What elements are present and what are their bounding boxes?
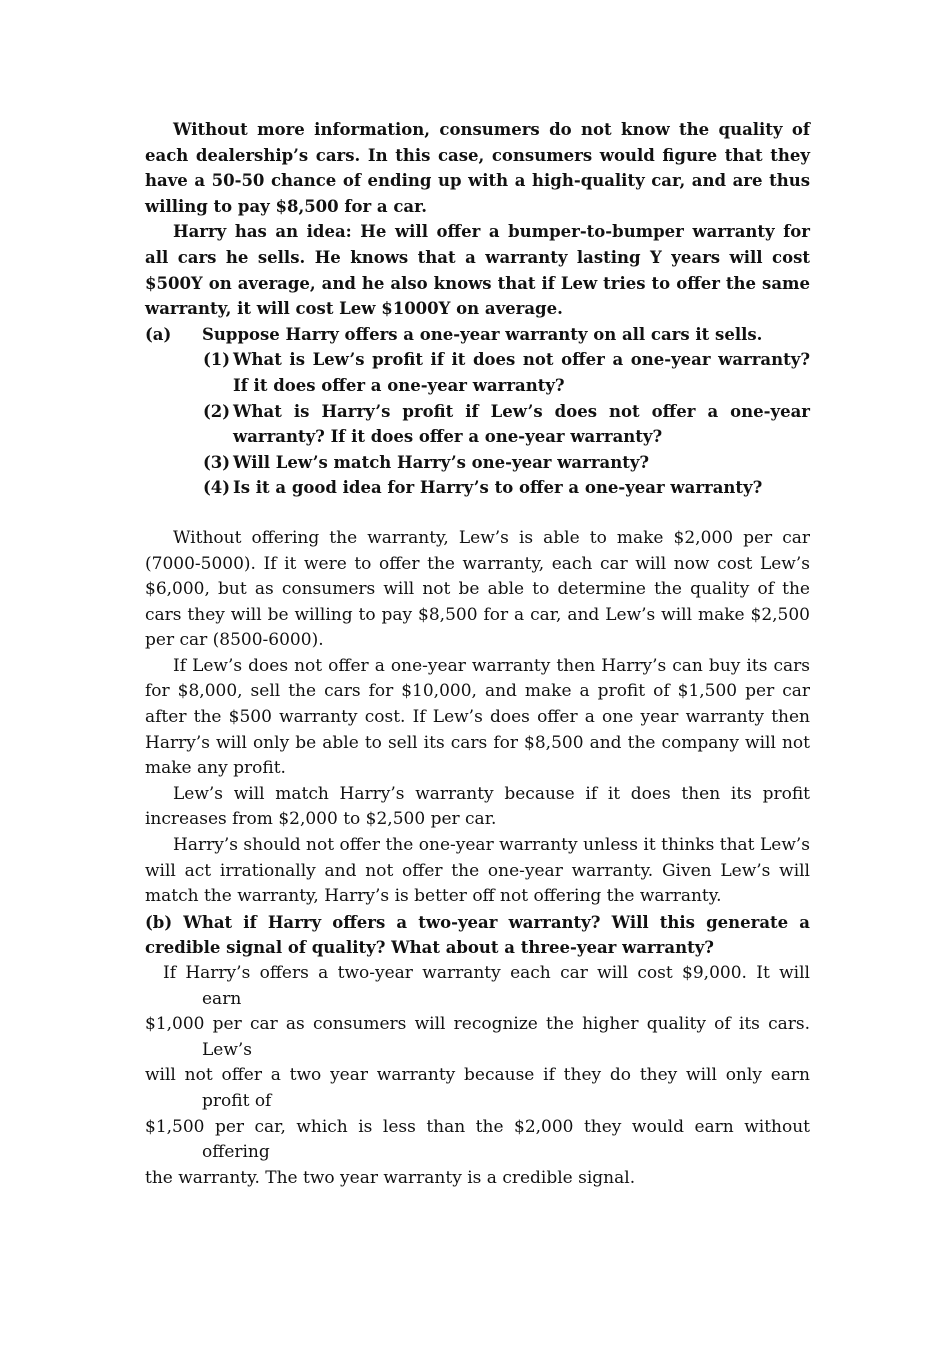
- sub-number: (4): [203, 478, 231, 498]
- answer-b-wrap-3: profit of: [202, 1090, 272, 1111]
- question-a-header: [145, 322, 810, 348]
- sub-text: What is Lew’s profit if it does not offer a one-year warranty? If it does offer a one-year warranty?: [233, 350, 810, 395]
- answer-b-last-line: the warranty. The two year warranty is a credible signal.: [145, 1167, 636, 1188]
- sub-text: Is it a good idea for Harry’s to offer a one-year warranty?: [233, 478, 763, 498]
- question-a-sub-4: [203, 475, 810, 501]
- answer-a-paragraph-2: If Lew’s does not offer a one-year warranty then Harry’s can buy its cars for $8,000, sell the cars for $10,000, and make a profit of $1,500 per car after the $500 warranty cost. If Lew’s does offer a one year warranty then Harry’s will only be able to sell its cars for $8,500 and the company will not make any profit.: [145, 655, 810, 779]
- section-spacer: [145, 501, 810, 526]
- question-a: [145, 322, 810, 501]
- answer-b-wrap-2: Lew’s: [202, 1039, 253, 1060]
- answer-a-paragraph-3: Lew’s will match Harry’s warranty because if it does then its profit increases from $2,000 to $2,500 per car.: [145, 783, 810, 830]
- answer-b-wrap-1: earn: [202, 988, 242, 1009]
- answer-a-paragraph-4: Harry’s should not offer the one-year warranty unless it thinks that Lew’s will act irrationally and not offer the one-year warranty. Given Lew’s will match the warranty, Harry’s is better off not offering the warranty.: [145, 835, 810, 907]
- question-a-sub-1: [203, 347, 810, 398]
- question-a-text: Suppose Harry offers a one-year warranty on all cars it sells.: [202, 324, 763, 344]
- answer-b-line-1: If Harry’s offers a two-year warranty each car will cost $9,000. It will: [163, 963, 810, 983]
- question-a-sub-2: [203, 399, 810, 450]
- answer-b-wrap-4: offering: [202, 1142, 270, 1163]
- answer-a-paragraph-1: Without offering the warranty, Lew’s is able to make $2,000 per car (7000-5000). If it were to offer the warranty, each car will now cost Lew’s $6,000, but as consumers will not be able to determine the quality of the cars they will be willing to pay $8,500 for a car, and Lew’s will make $2,500 per car (8500-6000).: [145, 527, 810, 651]
- answer-b-line-4: $1,500 per car, which is less than the $2,000 they would earn without: [145, 1116, 810, 1137]
- sub-text: Will Lew’s match Harry’s one-year warranty?: [233, 452, 650, 472]
- question-a-sub-3: [203, 450, 810, 476]
- sub-text: What is Harry’s profit if Lew’s does not offer a one-year warranty? If it does offer a one-year warranty?: [233, 401, 810, 447]
- intro-paragraph-1: Without more information, consumers do not know the quality of each dealership’s cars. In this case, consumers would figure that they have a 50-50 chance of ending up with a high-quality car, and are thus willing to pay $8,500 for a car.: [145, 120, 810, 216]
- question-b: (b) What if Harry offers a two-year warranty? Will this generate a credible signal of quality? What about a three-year warranty?: [145, 912, 810, 958]
- sub-number: (3): [203, 452, 231, 472]
- intro-paragraph-2: Harry has an idea: He will offer a bumper-to-bumper warranty for all cars he sells. He knows that a warranty lasting Y years will cost $500Y on average, and he also knows that if Lew tries to offer the same warranty, it will cost Lew $1000Y on average.: [145, 222, 810, 319]
- answer-b: [145, 961, 810, 1191]
- question-a-label: (a): [145, 324, 172, 344]
- answer-b-line-3: will not offer a two year warranty because if they do they will only earn: [145, 1065, 810, 1086]
- sub-number: (1): [203, 350, 231, 370]
- sub-number: (2): [203, 401, 231, 421]
- answer-b-line-2: $1,000 per car as consumers will recognize the higher quality of its cars.: [145, 1014, 810, 1035]
- document-page: [145, 117, 810, 1191]
